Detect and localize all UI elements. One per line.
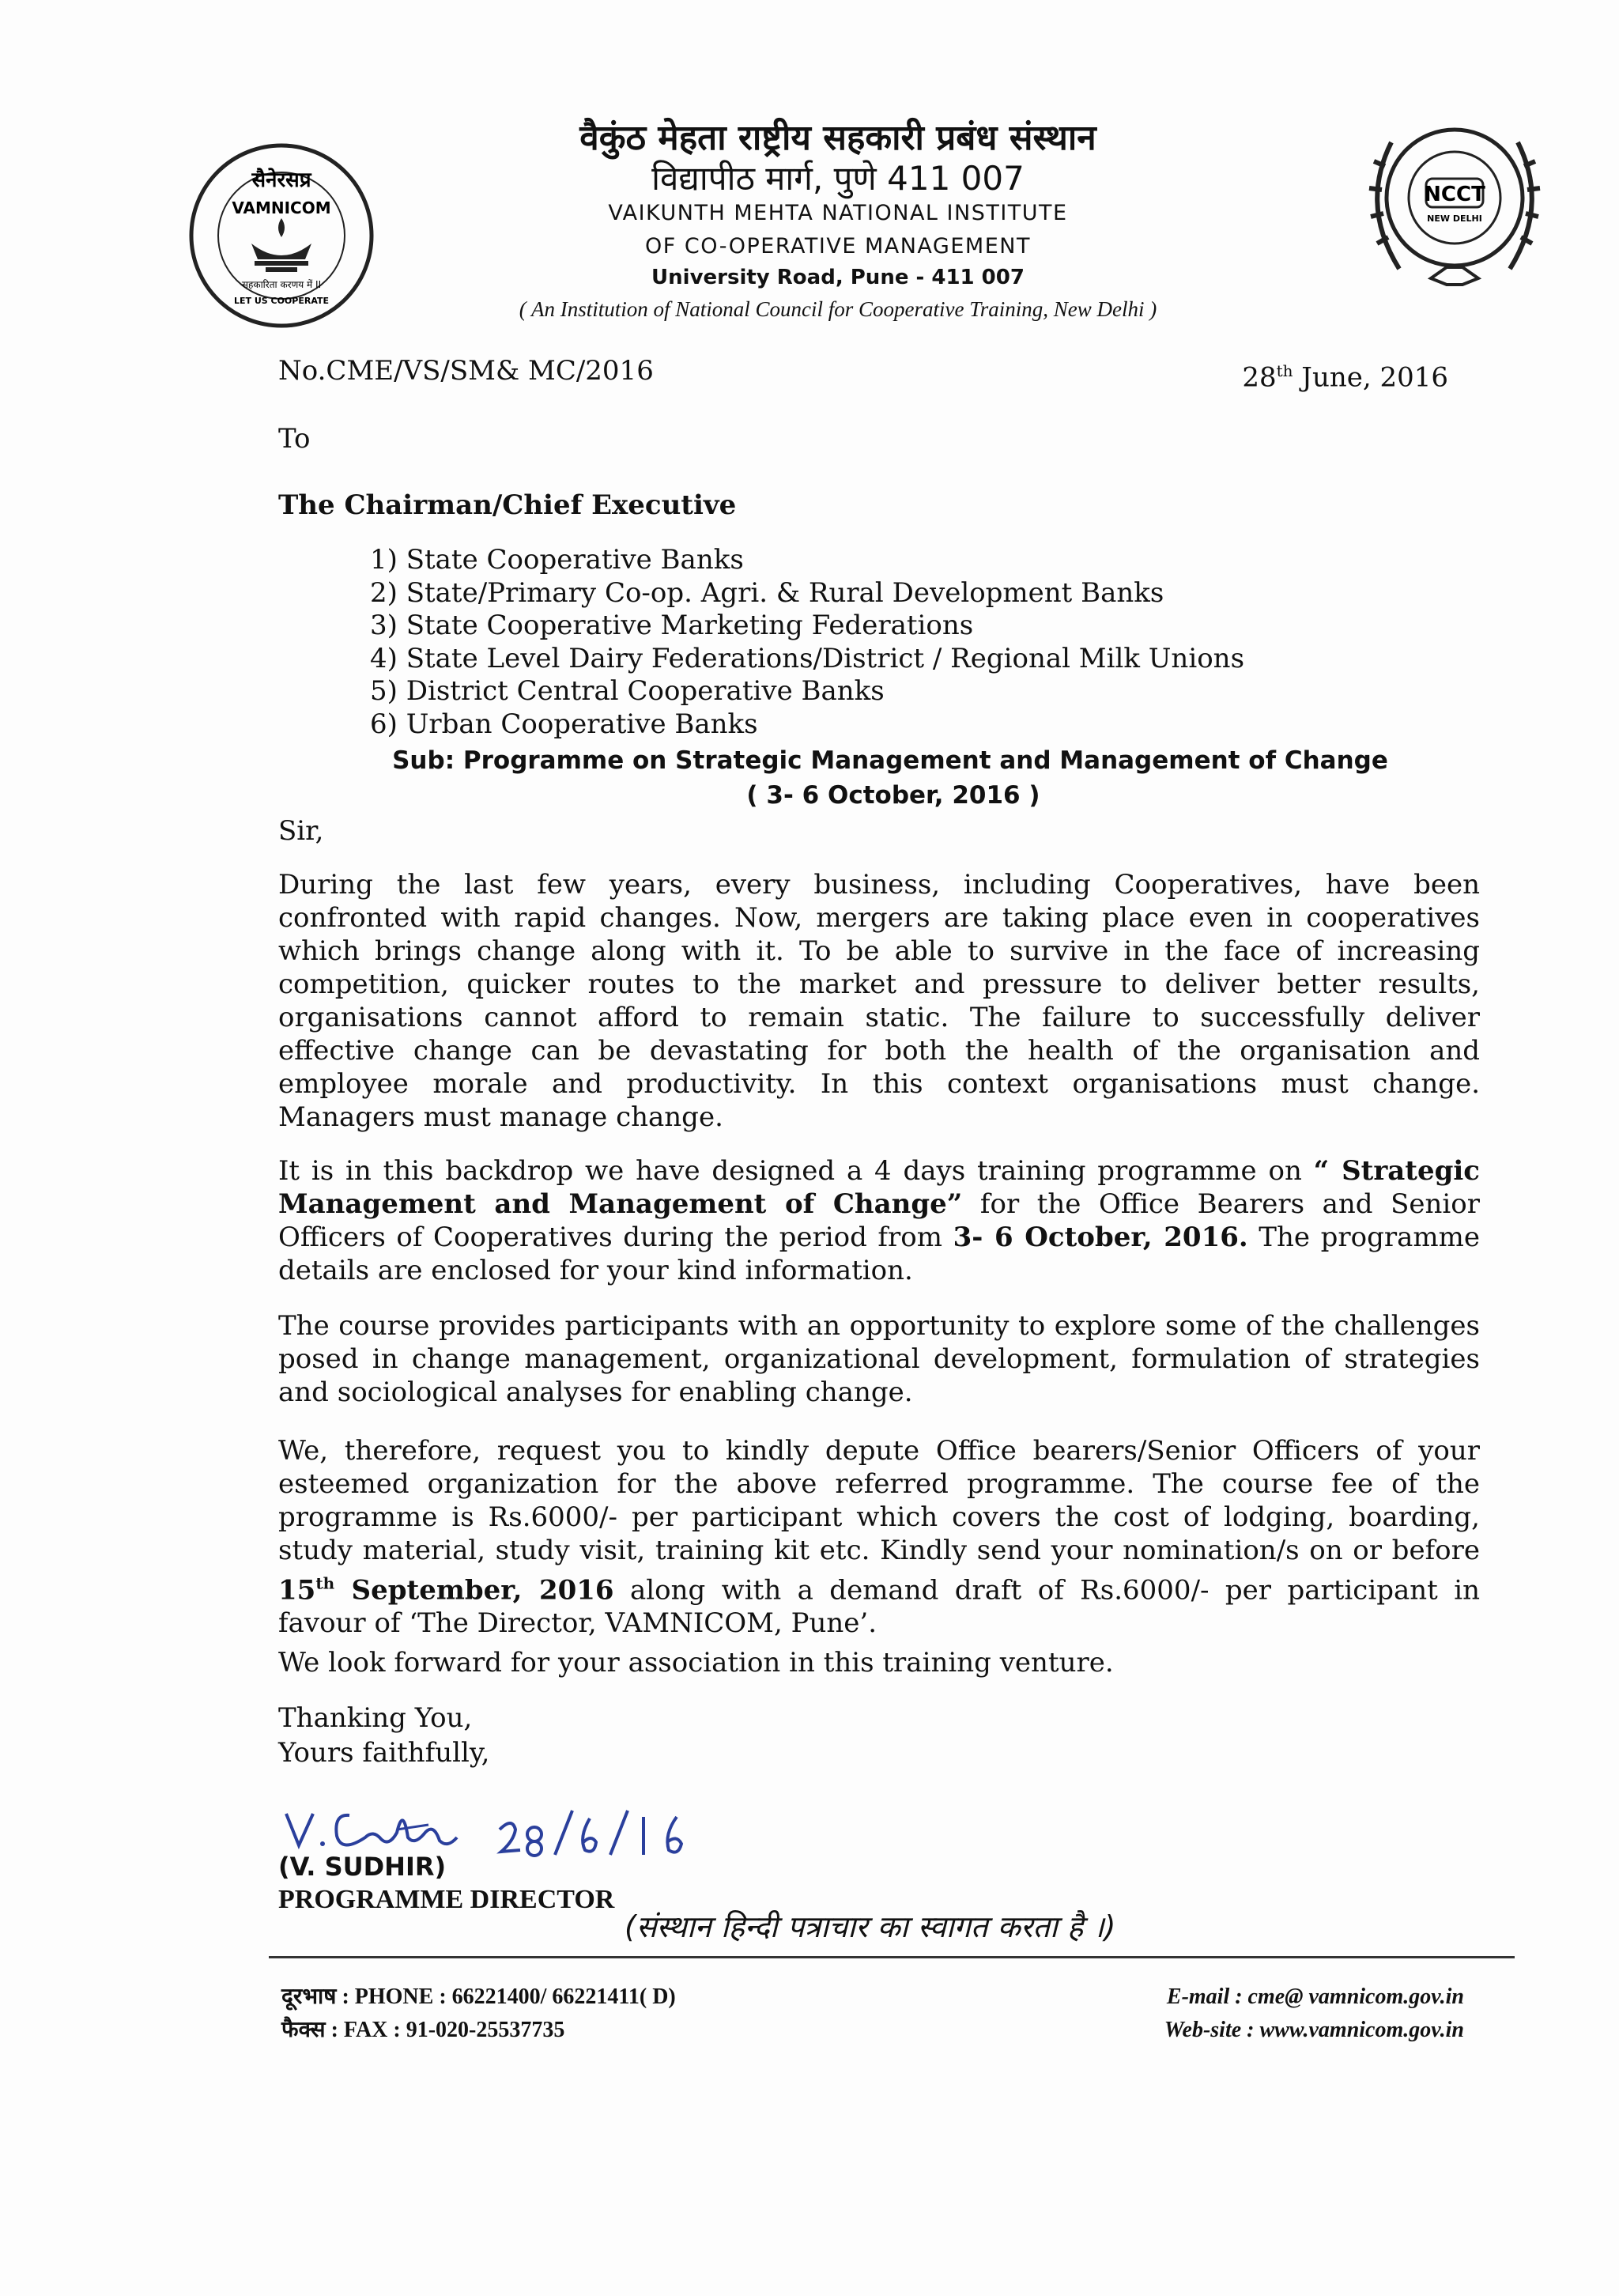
institute-name-line2: OF CO-OPERATIVE MANAGEMENT [645,234,1031,259]
subject-dates: ( 3- 6 October, 2016 ) [746,781,1040,810]
paragraph-request: We, therefore, request you to kindly depute Office bearers/Senior Officers of your esteemed organization for the above referred programme. The course fee of the programme is Rs.6000/- per participant which covers the cost of lodging, boarding, study material, study visit, training kit etc. Kindly send your nomination/s on or before 15th September, 2016 along with a demand draft of Rs.6000/- per participant in favour of ‘The Director, VAMNICOM, Pune’. [278,1435,1480,1640]
list-item: 3) State Cooperative Marketing Federations [370,610,974,641]
vamnicom-seal-icon [187,141,376,330]
paragraph-course: The course provides participants with an opportunity to explore some of the challenges posed in change management, organizational development, formulation of strategies and sociological analyses for enabling change. [278,1310,1480,1408]
list-item: 2) State/Primary Co-op. Agri. & Rural Development Banks [370,576,1164,609]
letter-date: 28th June, 2016 [1242,361,1448,394]
seal-top-text: सैनेरसप्र [251,168,311,192]
subject-line: Sub: Programme on Strategic Management and Management of Change [392,746,1388,775]
paragraph-programme: It is in this backdrop we have designed a 4 days training programme on “ Strategic Management and Management of Change” for the Office Bearers and Senior Officers of Cooperatives during the period from 3- 6 October, 2016. The programme details are enclosed for your kind information. [278,1155,1480,1286]
ncct-emblem-icon [1344,111,1565,316]
ncct-sub-text: NEW DELHI [1427,213,1482,224]
list-item: 6) Urban Cooperative Banks [370,708,758,740]
footer-phone: दूरभाष : PHONE : 66221400/ 66221411( D) [281,1984,676,2009]
signatory-name: (V. SUDHIR) [278,1852,447,1882]
institute-hindi-address: विद्यापीठ मार्ग, पुणे 411 007 [651,159,1025,198]
reference-number: No.CME/VS/SM& MC/2016 [278,355,654,387]
footer-website: Web-site : www.vamnicom.gov.in [1164,2018,1464,2042]
list-item: 1) State Cooperative Banks [370,544,744,576]
list-item: 4) State Level Dairy Federations/District / Regional Milk Unions [370,642,1245,674]
closing-faithfully: Yours faithfully, [278,1737,490,1769]
seal-ring-text: VAMNICOM [232,198,331,217]
institute-hindi-name: वैकुंठ मेहता राष्ट्रीय सहकारी प्रबंध संस्थान [579,118,1096,158]
list-item: 5) District Central Cooperative Banks [370,675,885,707]
institute-affiliation: ( An Institution of National Council for Cooperative Training, New Delhi ) [519,297,1157,321]
institute-address: University Road, Pune - 411 007 [651,266,1025,289]
paragraph-closing: We look forward for your association in this training venture. [278,1647,1114,1679]
footer-fax: फैक्स : FAX : 91-020-25537735 [281,2018,565,2042]
seal-hindi-text: सहकारिता करणय में II [241,279,322,290]
addressee: The Chairman/Chief Executive [278,489,737,521]
footer-email: E-mail : cme@ vamnicom.gov.in [1166,1984,1464,2009]
seal-bottom-text: LET US COOPERATE [233,296,330,306]
salutation: Sir, [278,815,324,847]
hindi-correspondence-note: (संस्थान हिन्दी पत्राचार का स्वागत करता है ।) [625,1909,1116,1944]
signatory-title: PROGRAMME DIRECTOR [278,1885,615,1914]
closing-thanks: Thanking You, [278,1702,473,1734]
paragraph-context: During the last few years, every business, including Cooperatives, have been confronted with rapid changes. Now, mergers are taking place even in cooperatives which brings change along with it. To be able to survive in the face of increasing competition, quicker routes to the market and pressure to deliver better results, organisations cannot afford to remain static. The failure to successfully deliver effective change can be devastating for both the health of the organisation and employee morale and productivity. In this context organisations must change. Managers must manage change. [278,869,1480,1133]
recipient-list [370,544,1244,741]
ncct-text: NCCT [1424,183,1485,206]
to-label: To [278,423,311,455]
footer-divider [269,1956,1515,1958]
institute-name-line1: VAIKUNTH MEHTA NATIONAL INSTITUTE [608,201,1068,225]
